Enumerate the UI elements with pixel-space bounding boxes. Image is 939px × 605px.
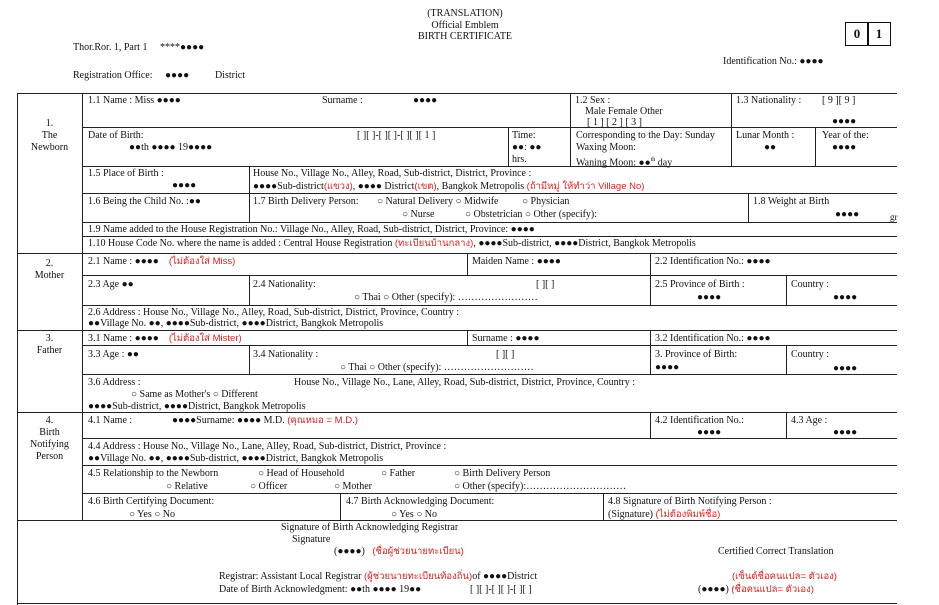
sex-boxes: [ 1 ] [ 2 ] [ 3 ] xyxy=(587,117,642,128)
number-box-1: 0 xyxy=(845,22,869,46)
dob-boxes: [ ][ ]-[ ][ ]-[ ][ ][ 1 ] xyxy=(357,130,436,141)
mother-age: 2.3 Age ●● xyxy=(88,279,134,290)
nationality-label: 1.3 Nationality : xyxy=(736,95,802,106)
acknowledgment-date: Date of Birth Acknowledgment: ●●th ●●●● 19●● xyxy=(219,584,422,595)
relationship-father: ○ Father xyxy=(381,468,416,479)
registrar-title: Registrar: Assistant Local Registrar (ผู้ช่วยนายทะเบียนท้องถิ่น)of ●●●●District xyxy=(219,571,538,582)
relationship-mother: ○ Mother xyxy=(334,481,372,492)
father-address-label: 3.6 Address : xyxy=(88,377,141,388)
father-address-value: ●●●●Sub-district, ●●●●District, Bangkok Metropolis xyxy=(88,401,306,412)
newborn-surname-value: ●●●● xyxy=(413,95,438,106)
notifier-name-label: 4.1 Name : xyxy=(88,415,133,426)
mother-address-header: 2.6 Address : House No., Village No., Alley, Road, Sub-district, District, Province, Country : xyxy=(88,307,460,318)
weight-unit: gr xyxy=(890,212,898,222)
relationship-officer: ○ Officer xyxy=(250,481,288,492)
time-label: Time: xyxy=(512,130,536,141)
attendant-label: 1.7 Birth Delivery Person: xyxy=(253,196,359,207)
notifier-id-label: 4.2 Identification No.: xyxy=(655,415,744,426)
mother-nationality-code: [ ][ ] xyxy=(536,279,555,290)
house-address-value: ●●●●Sub-district(แขวง), ●●●● District(เขต), Bangkok Metropolis (ถ้ามีหมู่ ให้ทำว่า Village No) xyxy=(253,181,645,192)
relationship-relative: ○ Relative xyxy=(166,481,208,492)
form-code: ****●●●● xyxy=(160,42,205,53)
sex-options: Male Female Other xyxy=(585,106,663,117)
notifier-id-value: ●●●● xyxy=(697,427,722,438)
registration-office-value: ●●●● xyxy=(165,70,190,81)
attendant-options-2: ○ Obstetrician ○ Other (specify): xyxy=(465,209,598,220)
place-of-birth-value: ●●●● xyxy=(172,180,197,191)
acknowledging-document-label: 4.7 Birth Acknowledging Document: xyxy=(346,496,495,507)
lunar-month-value: ●● xyxy=(764,142,777,153)
form-number: Thor.Ror. 1, Part 1 xyxy=(73,42,148,53)
newborn-name: 1.1 Name : Miss ●●●● xyxy=(88,95,181,106)
father-address-options: ○ Same as Mother's ○ Different xyxy=(131,389,258,400)
father-address-header: House No., Village No., Lane, Alley, Road, Sub-district, District, Province, Country : xyxy=(294,377,636,388)
dob-label: Date of Birth: xyxy=(88,130,144,141)
acknowledgment-date-boxes: [ ][ ]-[ ][ ]-[ ][ ] xyxy=(470,584,532,595)
weight-label: 1.8 Weight at Birth xyxy=(753,196,830,207)
certified-translation: Certified Correct Translation xyxy=(718,546,834,557)
mother-province-value: ●●●● xyxy=(697,292,722,303)
attendant-option-nurse: ○ Nurse xyxy=(402,209,435,220)
relationship-label: 4.5 Relationship to the Newborn xyxy=(88,468,219,479)
waxing-moon: Waxing Moon: xyxy=(576,142,637,153)
dob-value: ●●th ●●●● 19●●●● xyxy=(129,142,213,153)
certifying-document-options: ○ Yes ○ No xyxy=(129,509,175,520)
registrar-name: (●●●●) (ชื่อผู้ช่วยนายทะเบียน) xyxy=(334,546,464,557)
mother-name: 2.1 Name : ●●●● (ไม่ต้องใส่ Miss) xyxy=(88,256,236,267)
lunar-month-label: Lunar Month : xyxy=(736,130,795,141)
row-1-10: 1.10 House Code No. where the name is added : Central House Registration (ทะเบียนบ้านกลาง), ●●●●Sub-district, ●●●●District, Bangkok Metropolis xyxy=(88,238,696,249)
identification-number: Identification No.: ●●●● xyxy=(723,56,824,67)
number-box-2: 1 xyxy=(867,22,891,46)
translation-label: (TRANSLATION) xyxy=(427,8,503,19)
notifier-signature-label: 4.8 Signature of Birth Notifying Person : xyxy=(608,496,772,507)
notifier-address-header: 4.4 Address : House No., Village No., Lane, Alley, Road, Sub-district, District, Province : xyxy=(88,441,447,452)
father-name: 3.1 Name : ●●●● (ไม่ต้องใส่ Mister) xyxy=(88,333,242,344)
mother-country-value: ●●●● xyxy=(833,292,858,303)
father-surname: Surname : ●●●● xyxy=(472,333,540,344)
notifier-age-label: 4.3 Age : xyxy=(791,415,828,426)
year-of-label: Year of the: xyxy=(822,130,869,141)
father-nationality-code: [ ][ ] xyxy=(496,349,515,360)
nationality-value: ●●●● xyxy=(832,116,857,127)
notifier-address-value: ●●Village No. ●●, ●●●●Sub-district, ●●●●District, Bangkok Metropolis xyxy=(88,453,384,464)
father-nationality-label: 3.4 Nationality : xyxy=(253,349,319,360)
acknowledging-document-options: ○ Yes ○ No xyxy=(391,509,437,520)
certifying-document-label: 4.6 Birth Certifying Document: xyxy=(88,496,215,507)
place-of-birth-label: 1.5 Place of Birth : xyxy=(88,168,164,179)
registrar-signature-title: Signature of Birth Acknowledging Registrar xyxy=(281,522,459,533)
child-number: 1.6 Being the Child No. :●● xyxy=(88,196,201,207)
mother-maiden-name: Maiden Name : ●●●● xyxy=(472,256,561,267)
mother-nationality-options: ○ Thai ○ Other (specify): …………………… xyxy=(354,292,538,303)
weight-value: ●●●● xyxy=(835,209,860,220)
mother-country-label: Country : xyxy=(791,279,830,290)
father-age: 3.3 Age : ●● xyxy=(88,349,139,360)
mother-address-value: ●●Village No. ●●, ●●●●Sub-district, ●●●●District, Bangkok Metropolis xyxy=(88,318,384,329)
notifier-signature-value: (Signature) (ไม่ต้องพิมพ์ชื่อ) xyxy=(608,509,721,520)
registration-office-label: Registration Office: xyxy=(73,70,153,81)
section-4-label: 4. Birth Notifying Person xyxy=(30,415,69,462)
district-label: District xyxy=(215,70,245,81)
document-title: BIRTH CERTIFICATE xyxy=(417,31,513,42)
relationship-head-of-household: ○ Head of Household xyxy=(258,468,345,479)
emblem-label: Official Emblem xyxy=(431,20,499,31)
mother-nationality-label: 2.4 Nationality: xyxy=(253,279,316,290)
row-1-9: 1.9 Name added to the House Registration No.: Village No., Alley, Road, Sub-district, District, Province: ●●●● xyxy=(88,224,535,235)
sex-label: 1.2 Sex : xyxy=(575,95,611,106)
father-id: 3.2 Identification No.: ●●●● xyxy=(655,333,771,344)
attendant-options-1: ○ Natural Delivery ○ Midwife xyxy=(377,196,499,207)
relationship-other: ○ Other (specify):………………………… xyxy=(454,481,627,492)
house-address-header: House No., Village No., Alley, Road, Sub-district, District, Province : xyxy=(253,168,532,179)
section-2-label: 2. Mother xyxy=(34,258,65,281)
nationality-code: [ 9 ][ 9 ] xyxy=(822,95,856,106)
newborn-surname-label: Surname : xyxy=(322,95,363,106)
section-3-label: 3. Father xyxy=(36,333,63,356)
father-province-value: ●●●● xyxy=(655,362,680,373)
translator-name: (●●●●) (ชื่อคนแปล= ตัวเอง) xyxy=(698,584,814,595)
father-province-label: 3. Province of Birth: xyxy=(655,349,738,360)
relationship-delivery-person: ○ Birth Delivery Person xyxy=(454,468,551,479)
mother-province-label: 2.5 Province of Birth : xyxy=(655,279,745,290)
attendant-option-physician: ○ Physician xyxy=(522,196,570,207)
notifier-name-value: ●●●●Surname: ●●●● M.D. (คุณหมอ = M.D.) xyxy=(172,415,358,426)
father-country-label: Country : xyxy=(791,349,830,360)
corresponding-day: Corresponding to the Day: Sunday xyxy=(576,130,715,141)
year-of-value: ●●●● xyxy=(832,142,857,153)
registrar-signature-label: Signature xyxy=(292,534,331,545)
father-nationality-options: ○ Thai ○ Other (specify): ……………………… xyxy=(340,362,534,373)
mother-id: 2.2 Identification No.: ●●●● xyxy=(655,256,771,267)
father-country-value: ●●●● xyxy=(833,363,858,374)
time-value: ●●: ●● xyxy=(512,142,542,153)
hrs-label: hrs. xyxy=(512,154,527,165)
section-1-label: 1. The Newborn xyxy=(30,118,69,153)
translator-signature-note: (เซ็นต์ชื่อคนแปล= ตัวเอง) xyxy=(732,571,837,582)
notifier-age-value: ●●●● xyxy=(833,427,858,438)
waning-moon: Waning Moon: ●●$^{th}$ day xyxy=(576,157,673,169)
